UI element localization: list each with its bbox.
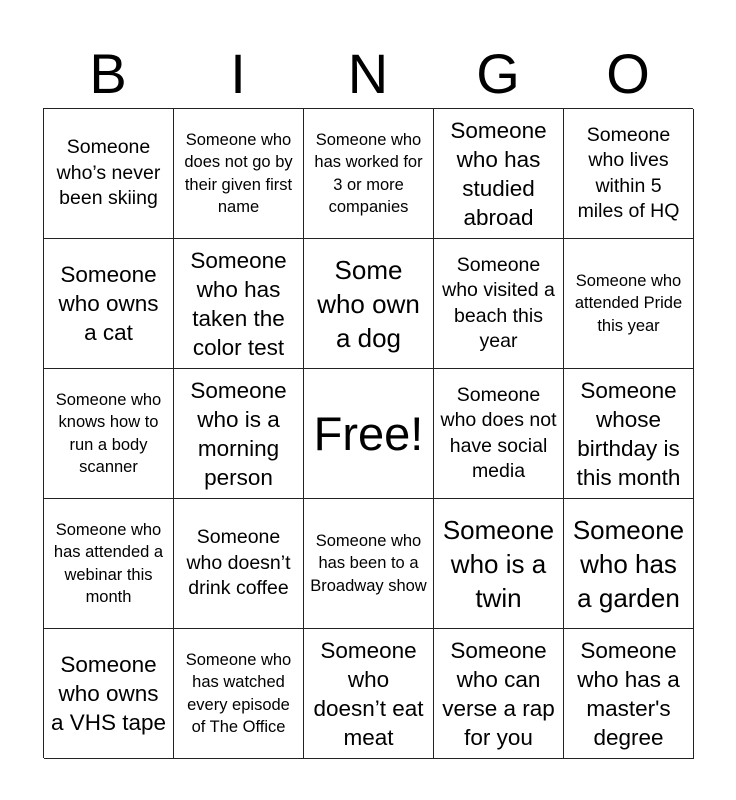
bingo-cell-label: Someone who doesn’t eat meat [313, 637, 424, 750]
bingo-cell-label: Some who own a dog [317, 254, 420, 353]
bingo-cell[interactable] [174, 369, 304, 499]
bingo-cell[interactable] [564, 239, 694, 369]
bingo-cell-label: Someone who has taken the color test [190, 247, 287, 360]
bingo-cell-label: Someone who has a master's degree [577, 637, 680, 750]
header-letter-i: I [230, 42, 246, 105]
bingo-cell[interactable] [174, 239, 304, 369]
bingo-cell-label: Someone who does not have social media [440, 383, 557, 482]
bingo-cell[interactable] [434, 499, 564, 629]
bingo-cell-label: Someone who doesn’t drink coffee [186, 526, 291, 600]
bingo-cell[interactable] [304, 629, 434, 759]
bingo-cell[interactable] [564, 109, 694, 239]
header-letter-b: B [89, 42, 127, 105]
bingo-cell[interactable] [174, 499, 304, 629]
bingo-cell-label: Someone who lives within 5 miles of HQ [577, 123, 680, 222]
bingo-cell[interactable] [174, 629, 304, 759]
bingo-cell-label: Someone who has worked for 3 or more companies [314, 130, 423, 216]
bingo-cell-label: Someone who owns a VHS tape [50, 652, 167, 735]
bingo-cell[interactable] [434, 629, 564, 759]
bingo-cell[interactable] [434, 239, 564, 369]
bingo-cell-label: Someone who does not go by their given first name [184, 130, 293, 216]
bingo-cell[interactable] [44, 369, 174, 499]
bingo-cell-label: Someone who attended Pride this year [574, 271, 683, 335]
bingo-cell-label: Someone who is a morning person [190, 377, 287, 490]
bingo-cell[interactable] [174, 109, 304, 239]
header-letter-o: O [606, 42, 650, 105]
bingo-cell-label: Someone who has attended a webinar this month [53, 520, 164, 606]
bingo-cell[interactable] [434, 109, 564, 239]
bingo-cell[interactable] [44, 239, 174, 369]
bingo-cell[interactable] [564, 629, 694, 759]
free-space-cell[interactable] [304, 369, 434, 499]
bingo-cell-label: Someone who has been to a Broadway show [310, 531, 427, 595]
bingo-cell[interactable] [564, 369, 694, 499]
bingo-cell-label: Someone who is a twin [442, 514, 555, 613]
header-letter-n: N [347, 42, 389, 105]
bingo-grid [43, 108, 693, 758]
bingo-cell[interactable] [434, 369, 564, 499]
free-space-label: Free! [313, 407, 424, 460]
bingo-cell-label: Someone who visited a beach this year [442, 253, 555, 352]
bingo-cell-label: Someone who has a garden [572, 514, 685, 613]
bingo-cell[interactable] [44, 109, 174, 239]
bingo-cell-label: Someone who can verse a rap for you [442, 637, 555, 750]
bingo-cell-label: Someone who knows how to run a body scanner [55, 390, 162, 476]
bingo-cell[interactable] [304, 499, 434, 629]
bingo-cell[interactable] [304, 239, 434, 369]
bingo-cell[interactable] [44, 499, 174, 629]
bingo-cell-label: Someone who has studied abroad [450, 117, 547, 230]
header-letter-g: G [476, 42, 520, 105]
bingo-cell[interactable] [304, 109, 434, 239]
bingo-cell-label: Someone who has watched every episode of The Office [185, 650, 292, 736]
bingo-cell-label: Someone whose birthday is this month [576, 377, 681, 490]
bingo-cell-label: Someone who owns a cat [58, 262, 159, 345]
bingo-cell[interactable] [564, 499, 694, 629]
bingo-cell[interactable] [44, 629, 174, 759]
bingo-cell-label: Someone who’s never been skiing [56, 136, 161, 210]
bingo-header [43, 40, 693, 108]
